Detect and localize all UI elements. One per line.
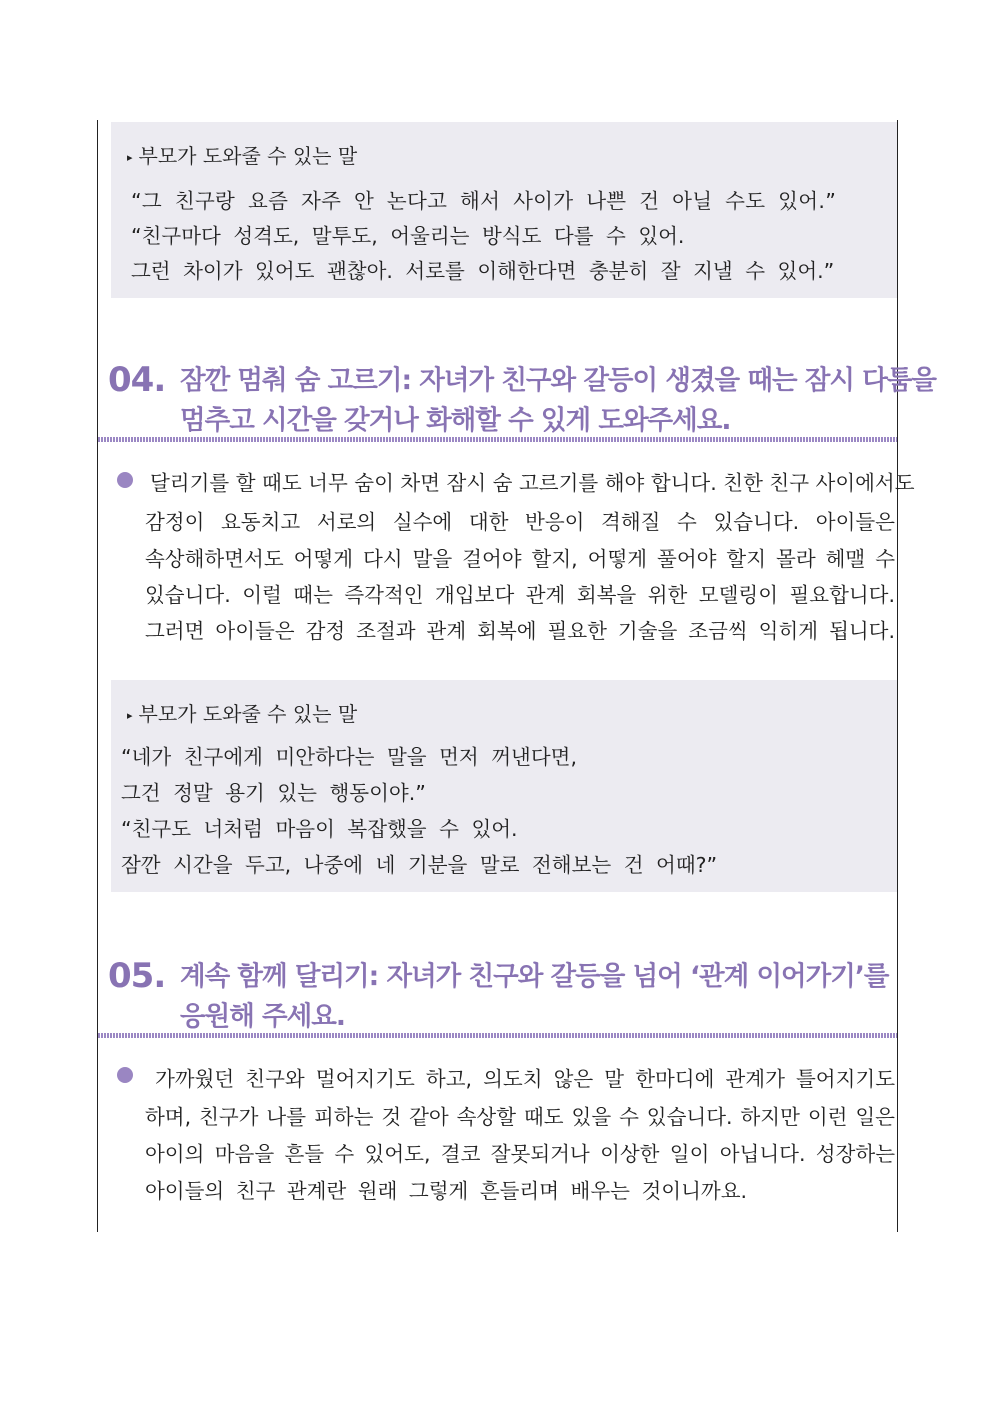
tip-quote-line: “네가 친구에게 미안하다는 말을 먼저 꺼낸다면, <box>121 745 577 769</box>
tip-header: ▸ 부모가 도와줄 수 있는 말 <box>127 144 358 168</box>
tip-quote-line: 그런 차이가 있어도 괜찮아. 서로를 이해한다면 충분히 잘 지낼 수 있어.” <box>131 259 835 283</box>
bullet-dot-icon <box>117 1067 133 1083</box>
body-text-line: 아이들의 친구 관계란 원래 그렇게 흔들리며 배우는 것이니까요. <box>145 1179 748 1203</box>
section-number: 04. <box>108 360 166 400</box>
parent-tip-box <box>111 122 897 298</box>
body-text-line: 달리기를 할 때도 너무 숨이 차면 잠시 숨 고르기를 해야 합니다. 친한 친구 사이에서도 <box>150 471 915 495</box>
section-divider <box>98 437 897 442</box>
tip-quote-line: “친구마다 성격도, 말투도, 어울리는 방식도 다를 수 있어. <box>131 224 685 248</box>
body-text-line: 하며, 친구가 나를 피하는 것 같아 속상할 때도 있을 수 있습니다. 하지만 이런 일은 <box>145 1105 895 1129</box>
section-title: 응원해 주세요. <box>180 1001 345 1032</box>
triangle-bullet-icon: ▸ <box>127 709 133 722</box>
section-divider <box>98 1033 897 1038</box>
bullet-dot-icon <box>117 472 133 488</box>
section-title: 멈추고 시간을 갖거나 화해할 수 있게 도와주세요. <box>180 405 731 436</box>
body-text-line: 감정이 요동치고 서로의 실수에 대한 반응이 격해질 수 있습니다. 아이들은 <box>145 510 895 534</box>
section-title: 계속 함께 달리기: 자녀가 친구와 갈등을 넘어 ‘관계 이어가기’를 <box>180 961 889 992</box>
triangle-bullet-icon: ▸ <box>127 151 133 164</box>
body-text-line: 가까웠던 친구와 멀어지기도 하고, 의도치 않은 말 한마디에 관계가 틀어지기도 <box>155 1067 895 1091</box>
tip-header: ▸ 부모가 도와줄 수 있는 말 <box>127 702 358 726</box>
tip-quote-line: 그건 정말 용기 있는 행동이야.” <box>121 781 426 805</box>
section-number: 05. <box>108 956 166 996</box>
page-border-right <box>897 120 898 1232</box>
body-text-line: 그러면 아이들은 감정 조절과 관계 회복에 필요한 기술을 조금씩 익히게 됩니다. <box>145 619 895 643</box>
body-text-line: 아이의 마음을 흔들 수 있어도, 결코 잘못되거나 이상한 일이 아닙니다. 성장하는 <box>145 1142 895 1166</box>
tip-quote-line: “그 친구랑 요즘 자주 안 논다고 해서 사이가 나쁜 건 아닐 수도 있어.” <box>131 189 837 213</box>
page-border-left <box>97 120 98 1232</box>
tip-quote-line: 잠깐 시간을 두고, 나중에 네 기분을 말로 전해보는 건 어때?” <box>121 853 718 877</box>
body-text-line: 속상해하면서도 어떻게 다시 말을 걸어야 할지, 어떻게 풀어야 할지 몰라 헤맬 수 <box>145 547 895 571</box>
body-text-line: 있습니다. 이럴 때는 즉각적인 개입보다 관계 회복을 위한 모델링이 필요합니다. <box>145 583 895 607</box>
tip-quote-line: “친구도 너처럼 마음이 복잡했을 수 있어. <box>121 817 518 841</box>
section-title: 잠깐 멈춰 숨 고르기: 자녀가 친구와 갈등이 생겼을 때는 잠시 다툼을 <box>180 365 937 396</box>
parent-tip-box <box>111 680 897 892</box>
